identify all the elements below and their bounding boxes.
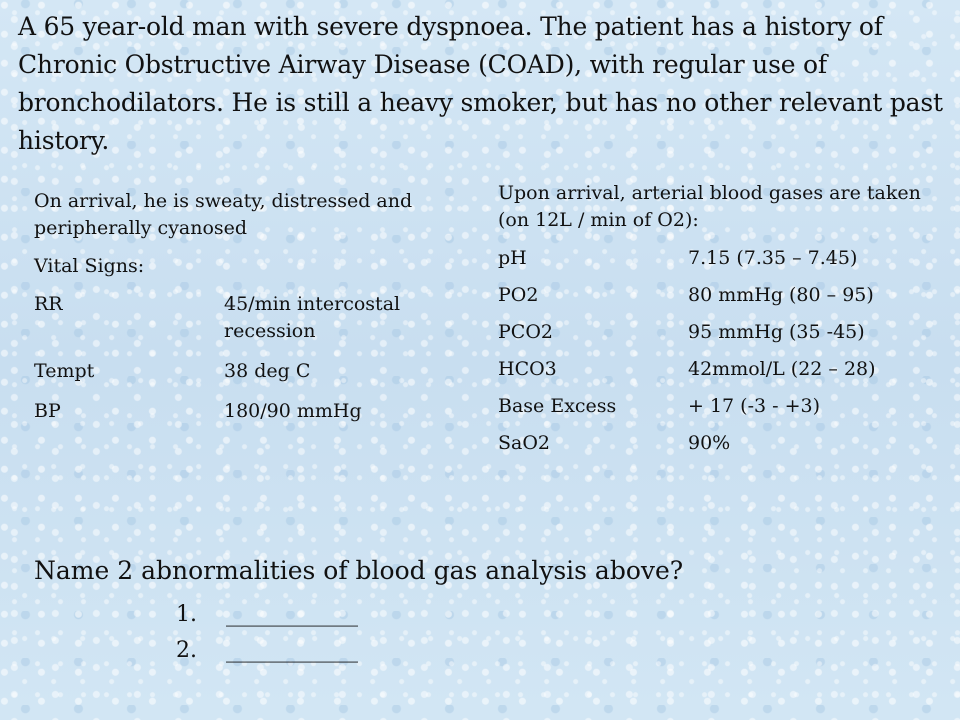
vital-label: RR [34,293,63,315]
gas-label: Base Excess [498,395,617,417]
blood-gas-results [498,180,938,467]
answer-number: 2. [176,638,197,663]
gas-label: SaO2 [498,432,551,454]
vital-row-rr [34,291,464,345]
gas-value: 95 mmHg (35 -45) [688,321,865,343]
gas-value: 90% [688,432,731,454]
gas-value: + 17 (-3 - +3) [688,395,821,417]
answer-blank: ____________ [226,638,358,663]
answer-line-2 [176,634,358,668]
vital-value: 38 deg C [224,360,311,382]
vitals-heading: Vital Signs: [34,255,145,277]
gas-row-ph [498,245,938,272]
blood-gas-intro: Upon arrival, arterial blood gases are taken (on 12L / min of O2): [498,182,921,231]
vital-row-bp [34,398,464,425]
arrival-description: On arrival, he is sweaty, distressed and peripherally cyanosed [34,190,413,239]
gas-value: 42mmol/L (22 – 28) [688,358,876,380]
case-intro: A 65 year-old man with severe dyspnoea. The patient has a history of Chronic Obstructive Airway Disease (COAD), with regular use of bronchodilators. He is still a heavy smoker, but has no other relevant past history. [18,12,943,155]
answer-list [176,598,358,670]
answer-line-1 [176,598,358,632]
gas-row-sao2 [498,430,938,457]
gas-label: pH [498,247,527,269]
gas-value: 80 mmHg (80 – 95) [688,284,874,306]
answer-number: 1. [176,602,197,627]
vital-value: 45/min intercostal recession [224,293,401,342]
gas-label: HCO3 [498,358,557,380]
gas-label: PCO2 [498,321,553,343]
vital-label: Tempt [34,360,95,382]
gas-row-po2 [498,282,938,309]
clinical-findings [34,188,464,438]
gas-row-hco3 [498,356,938,383]
gas-row-pco2 [498,319,938,346]
vital-label: BP [34,400,61,422]
answer-blank: ____________ [226,602,358,627]
question-text: Name 2 abnormalities of blood gas analysis above? [34,556,684,585]
gas-label: PO2 [498,284,539,306]
vital-value: 180/90 mmHg [224,400,362,422]
gas-row-base-excess [498,393,938,420]
vital-row-temp [34,358,464,385]
gas-value: 7.15 (7.35 – 7.45) [688,247,858,269]
